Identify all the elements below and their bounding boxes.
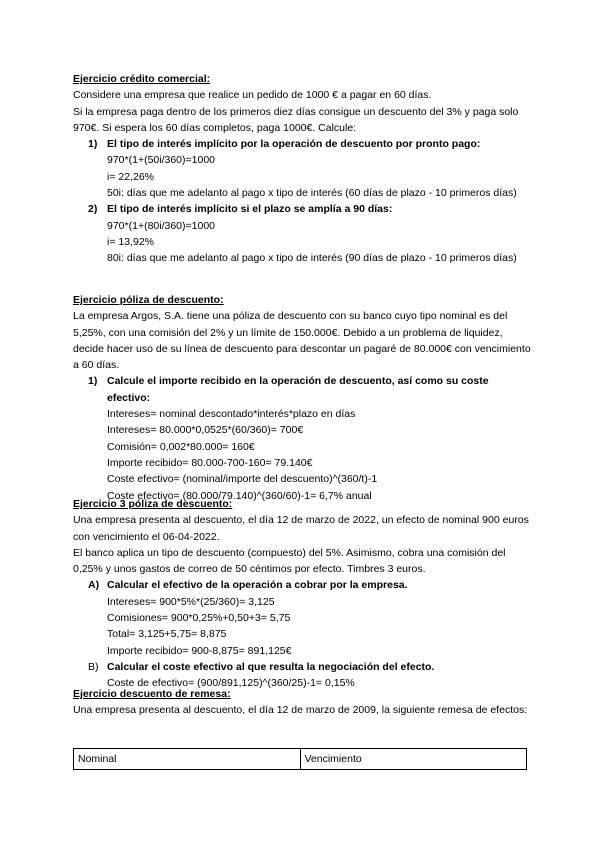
answer-line: Comisión= 0,002*80.000= 160€ xyxy=(107,440,255,453)
question-title: Calcular el coste efectivo al que resulta la negociación del efecto. xyxy=(107,660,435,673)
exercise-credito-comercial xyxy=(73,71,533,267)
exercise-1-paragraph-1: Considere una empresa que realice un pedido de 1000 € a pagar en 60 días. xyxy=(73,89,432,102)
exercise-poliza-descuento xyxy=(73,292,533,504)
answer-line: Importe recibido= 80.000-700-160= 79.140€ xyxy=(107,456,313,469)
answer-line: i= 22,26% xyxy=(107,170,154,183)
answer-line: Total= 3,125+5,75= 8,875 xyxy=(107,628,227,641)
answer-line: Coste efectivo= (80.000/79.140)^(360/60)-1= 6,7% anual xyxy=(107,489,372,502)
answer-line: Intereses= nominal descontado*interés*plazo en días xyxy=(107,408,356,421)
answer-line: i= 13,92% xyxy=(107,235,154,248)
exercise-2-heading: Ejercicio póliza de descuento: xyxy=(73,294,224,306)
exercise-1-paragraph-2: Si la empresa paga dentro de los primeros diez días consigue un descuento del 3% y paga solo 970€. Si espera los 60 días completos, paga 1000€. Calcule: xyxy=(73,105,522,134)
answer-line: Comisiones= 900*0,25%+0,50+3= 5,75 xyxy=(107,612,291,625)
exercise-3-paragraph-1: Una empresa presenta al descuento, el día 12 de marzo de 2022, un efecto de nominal 900 euros con vencimiento el 06-04-2022. xyxy=(73,514,532,543)
answer-line: 970*(1+(80i/360)=1000 xyxy=(107,219,216,232)
question-title: Calcular el efectivo de la operación a cobrar por la empresa. xyxy=(107,579,408,592)
exercise-1-heading: Ejercicio crédito comercial: xyxy=(73,73,211,85)
exercise-1-question-1 xyxy=(73,136,533,152)
exercise-3-question-a xyxy=(73,577,533,593)
exercise-3-paragraph-2: El banco aplica un tipo de descuento (compuesto) del 5%. Asimismo, cobra una comisión del 0,25% y unos gastos de correo de 50 céntimos por efecto. Timbres 3 euros. xyxy=(73,546,509,576)
answer-line: Importe recibido= 900-8,875= 891,125€ xyxy=(107,644,292,657)
exercise-3-heading: Ejercicio 3 póliza de descuento: xyxy=(73,498,233,510)
exercise-3-poliza-descuento xyxy=(73,496,533,692)
question-letter: A) xyxy=(88,579,100,592)
question-number: 1) xyxy=(88,375,98,388)
answer-line: Coste de efectivo= (900/891,125)^(360/25)-1= 0,15% xyxy=(107,677,355,690)
answer-line: Intereses= 900*5%*(25/360)= 3,125 xyxy=(107,595,275,608)
exercise-2-question-1 xyxy=(73,373,533,406)
table-header-nominal: Nominal xyxy=(74,749,301,770)
question-number: 1) xyxy=(88,138,98,151)
exercise-3-question-b xyxy=(73,659,533,675)
question-title: El tipo de interés implícito por la operación de descuento por pronto pago: xyxy=(107,138,481,151)
table-header-row xyxy=(74,749,527,770)
answer-line: Intereses= 80.000*0,0525*(60/360)= 700€ xyxy=(107,424,304,437)
remesa-table xyxy=(73,748,527,770)
question-title: El tipo de interés implícito si el plazo se amplía a 90 días: xyxy=(107,203,393,216)
question-letter: B) xyxy=(88,660,99,673)
answer-line: 50i: días que me adelanto al pago x tipo de interés (60 días de plazo - 10 primeros días) xyxy=(107,187,517,200)
exercise-descuento-remesa xyxy=(73,686,533,719)
table-header-vencimiento: Vencimiento xyxy=(300,749,527,770)
exercise-4-paragraph-1: Una empresa presenta al descuento, el día 12 de marzo de 2009, la siguiente remesa de efectos: xyxy=(73,704,528,717)
answer-line: 970*(1+(50i/360)=1000 xyxy=(107,154,216,167)
exercise-4-heading: Ejercicio descuento de remesa: xyxy=(73,688,231,700)
question-number: 2) xyxy=(88,203,98,216)
exercise-2-paragraph-1: La empresa Argos, S.A. tiene una póliza de descuento con su banco cuyo tipo nominal es del 5,25%, con una comisión del 2% y un límite de 150.000€. Debido a un problema de liquidez, decide hacer uso de su línea de descuento para descontar un pagaré de 80.000€ con vencimiento a 60 días. xyxy=(73,310,534,372)
answer-line: Coste efectivo= (nominal/importe del descuento)^(360/t)-1 xyxy=(107,473,378,486)
exercise-1-question-2 xyxy=(73,201,533,217)
question-title: Calcule el importe recibido en la operación de descuento, así como su coste efectivo: xyxy=(107,375,489,404)
answer-line: 80i: días que me adelanto al pago x tipo de interés (90 días de plazo - 10 primeros días) xyxy=(107,252,517,265)
